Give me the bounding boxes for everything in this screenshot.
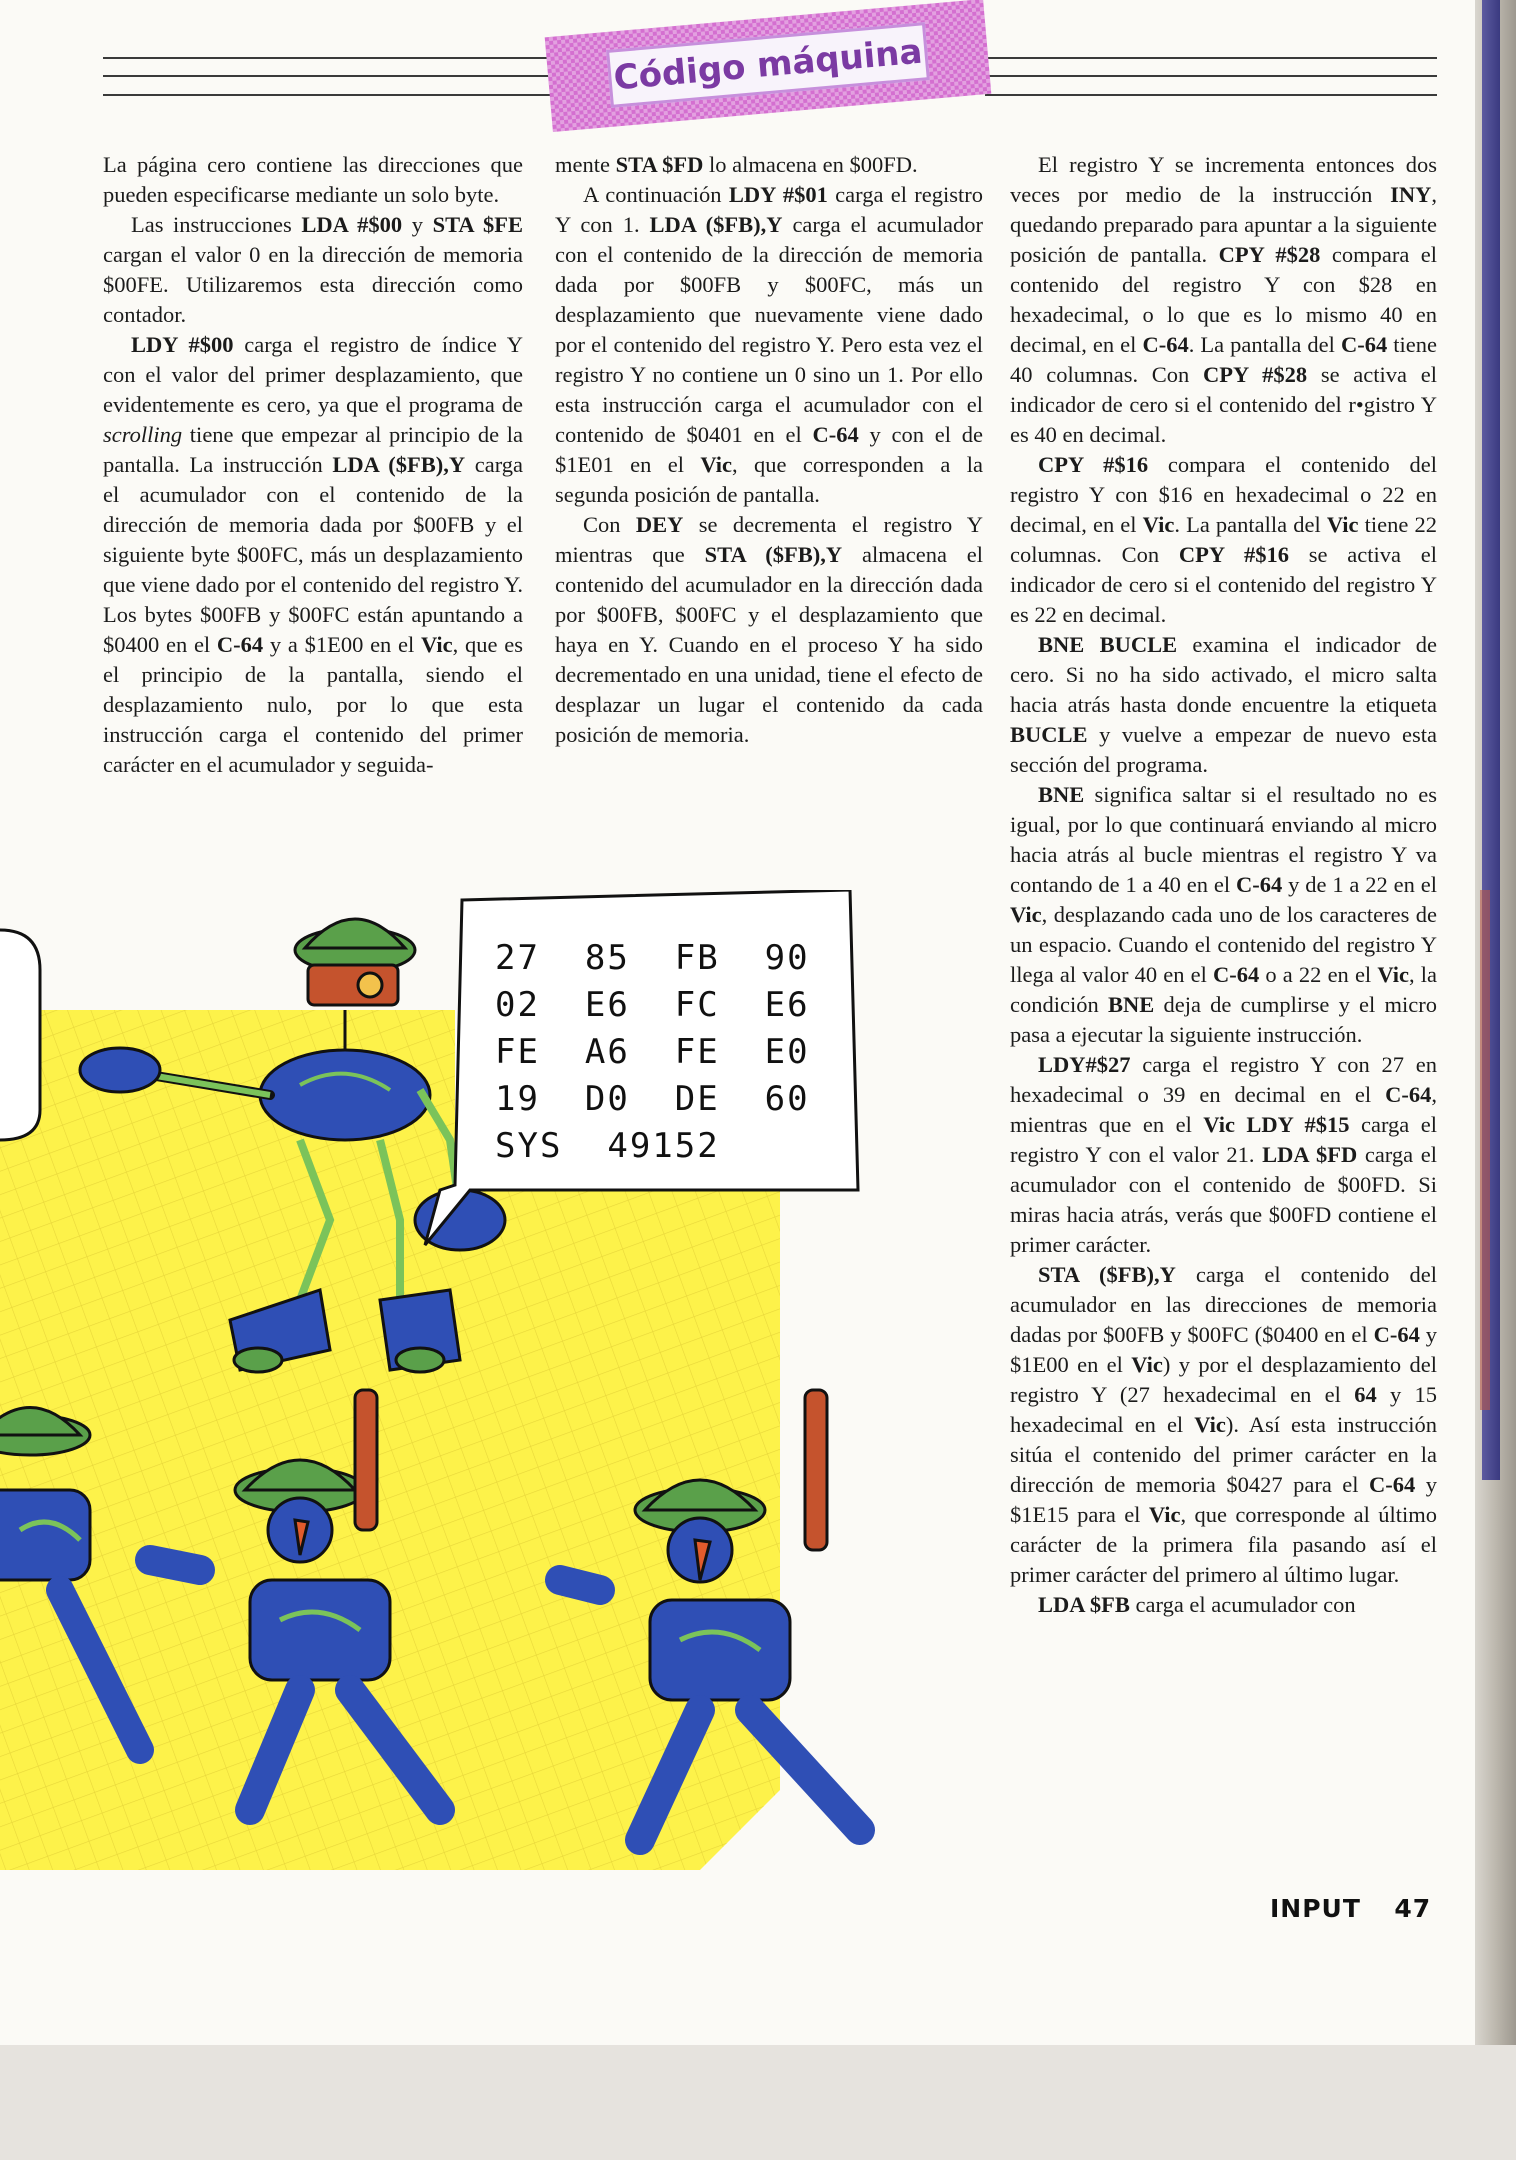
hex-line-2: 02 E6 FC E6: [495, 985, 810, 1025]
paragraph: La página cero contiene las direcciones que pueden especificarse mediante un solo byte.: [103, 152, 523, 207]
paragraph: CPY #$16 compara el contenido del registro Y con $16 en hexadecimal o 22 en decimal, en el Vic. La pantalla del Vic tiene 22 columnas. Con CPY #$16 se activa el indicador de cero si el contenido del registro Y es 22 en decimal.: [1010, 452, 1437, 627]
banner-plate: [606, 22, 930, 108]
sys-command: SYS 49152: [495, 1126, 720, 1166]
paragraph: Las instrucciones LDA #$00 y STA $FE cargan el valor 0 en la dirección de memoria $00FE. Utilizaremos esta dirección como contador.: [103, 212, 524, 327]
paragraph: BNE significa saltar si el resultado no es igual, por lo que continuará enviando al micro hacia atrás al bucle mientras el registro Y va contando de 1 a 40 en el C-64 y de 1 a 22 en el Vic, desplazando cada uno de los caracteres de un espacio. Cuando el contenido del registro Y llega al valor 40 en el C-64 o a 22 en el Vic, la condición BNE deja de cumplirse y el micro pasa a ejecutar la siguiente instrucción.: [1010, 782, 1438, 1047]
paragraph: mente STA $FD lo almacena en $00FD.: [555, 152, 918, 177]
header-rule: [103, 57, 563, 59]
paragraph: LDY #$00 carga el registro de índice Y con el valor del primer desplazamiento, que evidentemente es cero, ya que el programa de scrolling tiene que empezar al principio de la pantalla. La instrucción LDA ($FB),Y carga el acumulador con el contenido de la dirección de memoria dada por $00FB y el siguiente byte $00FC, más un desplazamiento que viene dado por el contenido del registro Y. Los bytes $00FB y $00FC están apuntando a $0400 en el C-64 y a $1E00 en el Vic, que es el principio de la pantalla, siendo el desplazamiento nulo, por lo que esta instrucción carga el contenido del primer carácter en el acumulador y seguida-: [103, 332, 524, 777]
paragraph: Con DEY se decrementa el registro Y mientras que STA ($FB),Y almacena el contenido del acumulador en la dirección dada por $00FB, $00FC y el desplazamiento que haya en Y. Cuando en el proceso Y ha sido decrementado en una unidad, tiene el efecto de desplazar un lugar el contenido da cada posición de memoria.: [555, 512, 983, 747]
header-rule: [103, 75, 563, 77]
hex-line-1: 27 85 FB 90: [495, 938, 810, 978]
spine-accent-strip: [1480, 890, 1490, 1410]
page-footer: [1270, 1894, 1431, 1923]
text-column-1: [103, 150, 523, 780]
magazine-name: INPUT: [1270, 1894, 1361, 1923]
paragraph: A continuación LDY #$01 carga el registro Y con 1. LDA ($FB),Y carga el acumulador con el contenido de la dirección de memoria dada por $00FB y $00FC, más un desplazamiento que nuevamente viene dado por el contenido del registro Y. Pero esta vez el registro Y no contiene un 0 sino un 1. Por ello esta instrucción carga el acumulador con el contenido de $0401 en el C-64 y con el de $1E01 en el Vic, que corresponden a la segunda posición de pantalla.: [555, 182, 984, 507]
paragraph: LDA $FB carga el acumulador con: [1038, 1592, 1356, 1617]
header-rule: [103, 94, 563, 96]
hex-line-3: FE A6 FE E0: [495, 1032, 810, 1072]
paragraph: STA ($FB),Y carga el contenido del acumulador en las direcciones de memoria dadas por $00FB y $00FC ($0400 en el C-64 y $1E00 en el Vic) y por el desplazamiento del registro Y (27 hexadecimal en el 64 y 15 hexadecimal en el Vic). Así esta instrucción sitúa el contenido del primer carácter en la dirección de memoria $0427 para el C-64 y $1E15 para el Vic, que corresponde al último carácter de la primera fila pasando así el primer carácter del primero al último lugar.: [1010, 1262, 1438, 1587]
scan-margin: [0, 2045, 1516, 2160]
paragraph: LDY#$27 carga el registro Y con 27 en hexadecimal o 39 en decimal en el C-64, mientras que en el Vic LDY #$15 carga el registro Y con el valor 21. LDA $FD carga el acumulador con el contenido de $00FD. Si miras hacia atrás, verás que $00FD contiene el primer carácter.: [1010, 1052, 1437, 1257]
section-title: Código máquina: [612, 31, 924, 99]
paragraph: El registro Y se incrementa entonces dos veces por medio de la instrucción INY, quedando preparado para apuntar a la siguiente posición de pantalla. CPY #$28 compara el contenido del registro Y con $28 en hexadecimal, o lo que es lo mismo 40 en decimal, en el C-64. La pantalla del C-64 tiene 40 columnas. Con CPY #$28 se activa el indicador de cero si el contenido del r​•gistro Y es 40 en decimal.: [1010, 152, 1437, 447]
text-column-2: [555, 150, 983, 750]
page-number: 47: [1394, 1894, 1432, 1923]
header-rule: [985, 57, 1437, 59]
paragraph: BNE BUCLE examina el indicador de cero. Si no ha sido activado, el micro salta hacia atrás hasta donde encuentre la etiqueta BUCLE y vuelve a empezar de nuevo esta sección del programa.: [1010, 632, 1437, 777]
hex-line-4: 19 D0 DE 60: [495, 1079, 810, 1119]
header-rule: [985, 75, 1437, 77]
header-rule: [985, 94, 1437, 96]
text-column-3: [1010, 150, 1437, 1620]
